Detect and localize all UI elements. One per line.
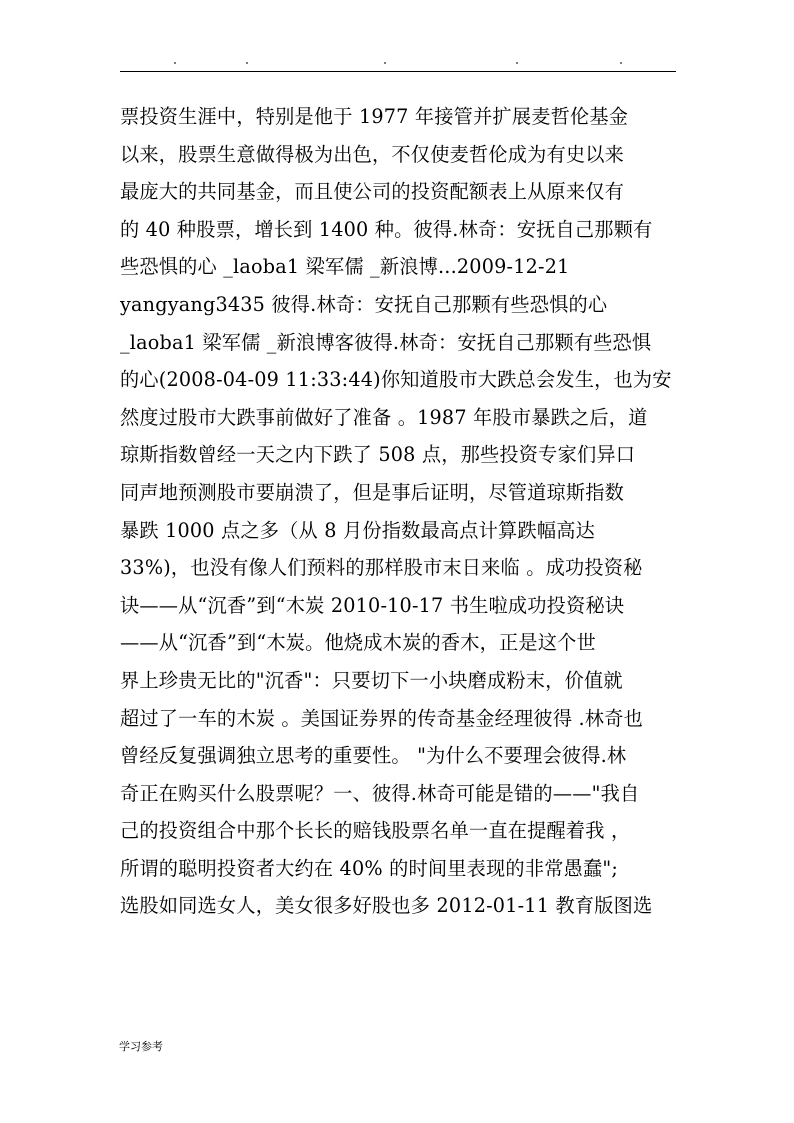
header-rule-marks [120, 62, 676, 70]
text-line: 超过了一车的木炭 。美国证券界的传奇基金经理彼得 .林奇也 [120, 706, 643, 730]
text-line: 以来，股票生意做得极为出色，不仅使麦哲伦成为有史以来 [120, 142, 625, 166]
page-footer: 学习参考 [119, 1040, 163, 1053]
text-line: 的 40 种股票，增长到 1400 种。彼得.林奇：安抚自己那颗有 [120, 217, 653, 241]
text-line: 33%)，也没有像人们预料的那样股市末日来临 。成功投资秘 [120, 556, 643, 580]
text-line: 奇正在购买什么股票呢？一、彼得.林奇可能是错的——"我自 [120, 781, 640, 805]
text-line: 然度过股市大跌事前做好了准备 。1987 年股市暴跌之后，道 [120, 405, 648, 429]
text-line: 暴跌 1000 点之多（从 8 月份指数最高点计算跌幅高达 [120, 518, 595, 542]
text-line: 诀——从“沉香”到“木炭 2010-10-17 书生啦成功投资秘诀 [120, 593, 625, 617]
text-line: ——从“沉香”到“木炭。他烧成木炭的香木，正是这个世 [120, 631, 596, 655]
header-rule [120, 71, 676, 72]
text-line: 选股如同选女人，美女很多好股也多 2012-01-11 教育版图选 [120, 894, 653, 918]
text-line: 界上珍贵无比的"沉香"：只要切下一小块磨成粉末，价值就 [120, 668, 623, 692]
text-line: 票投资生涯中，特别是他于 1977 年接管并扩展麦哲伦基金 [120, 105, 629, 128]
text-line: 曾经反复强调独立思考的重要性。 "为什么不要理会彼得.林 [120, 744, 627, 768]
text-line: 同声地预测股市要崩溃了，但是事后证明，尽管道琼斯指数 [120, 480, 625, 504]
text-line: 所谓的聪明投资者大约在 40% 的时间里表现的非常愚蠢"; [120, 856, 619, 880]
text-line: 最庞大的共同基金，而且使公司的投资配额表上从原来仅有 [120, 180, 625, 204]
text-line: 的心(2008-04-09 11:33:44)你知道股市大跌总会发生，也为安 [120, 368, 672, 392]
text-line: 些恐惧的心 _laoba1 梁军儒 _新浪博...2009-12-21 [120, 255, 570, 279]
text-line: 琼斯指数曾经一天之内下跌了 508 点，那些投资专家们异口 [120, 443, 636, 467]
text-line: yangyang3435 彼得.林奇：安抚自己那颗有些恐惧的心 [120, 292, 608, 316]
text-line: _laoba1 梁军儒 _新浪博客彼得.林奇：安抚自己那颗有些恐惧 [120, 330, 652, 354]
document-body [120, 98, 680, 925]
text-line: 己的投资组合中那个长长的赔钱股票名单一直在提醒着我 ， [120, 819, 631, 843]
